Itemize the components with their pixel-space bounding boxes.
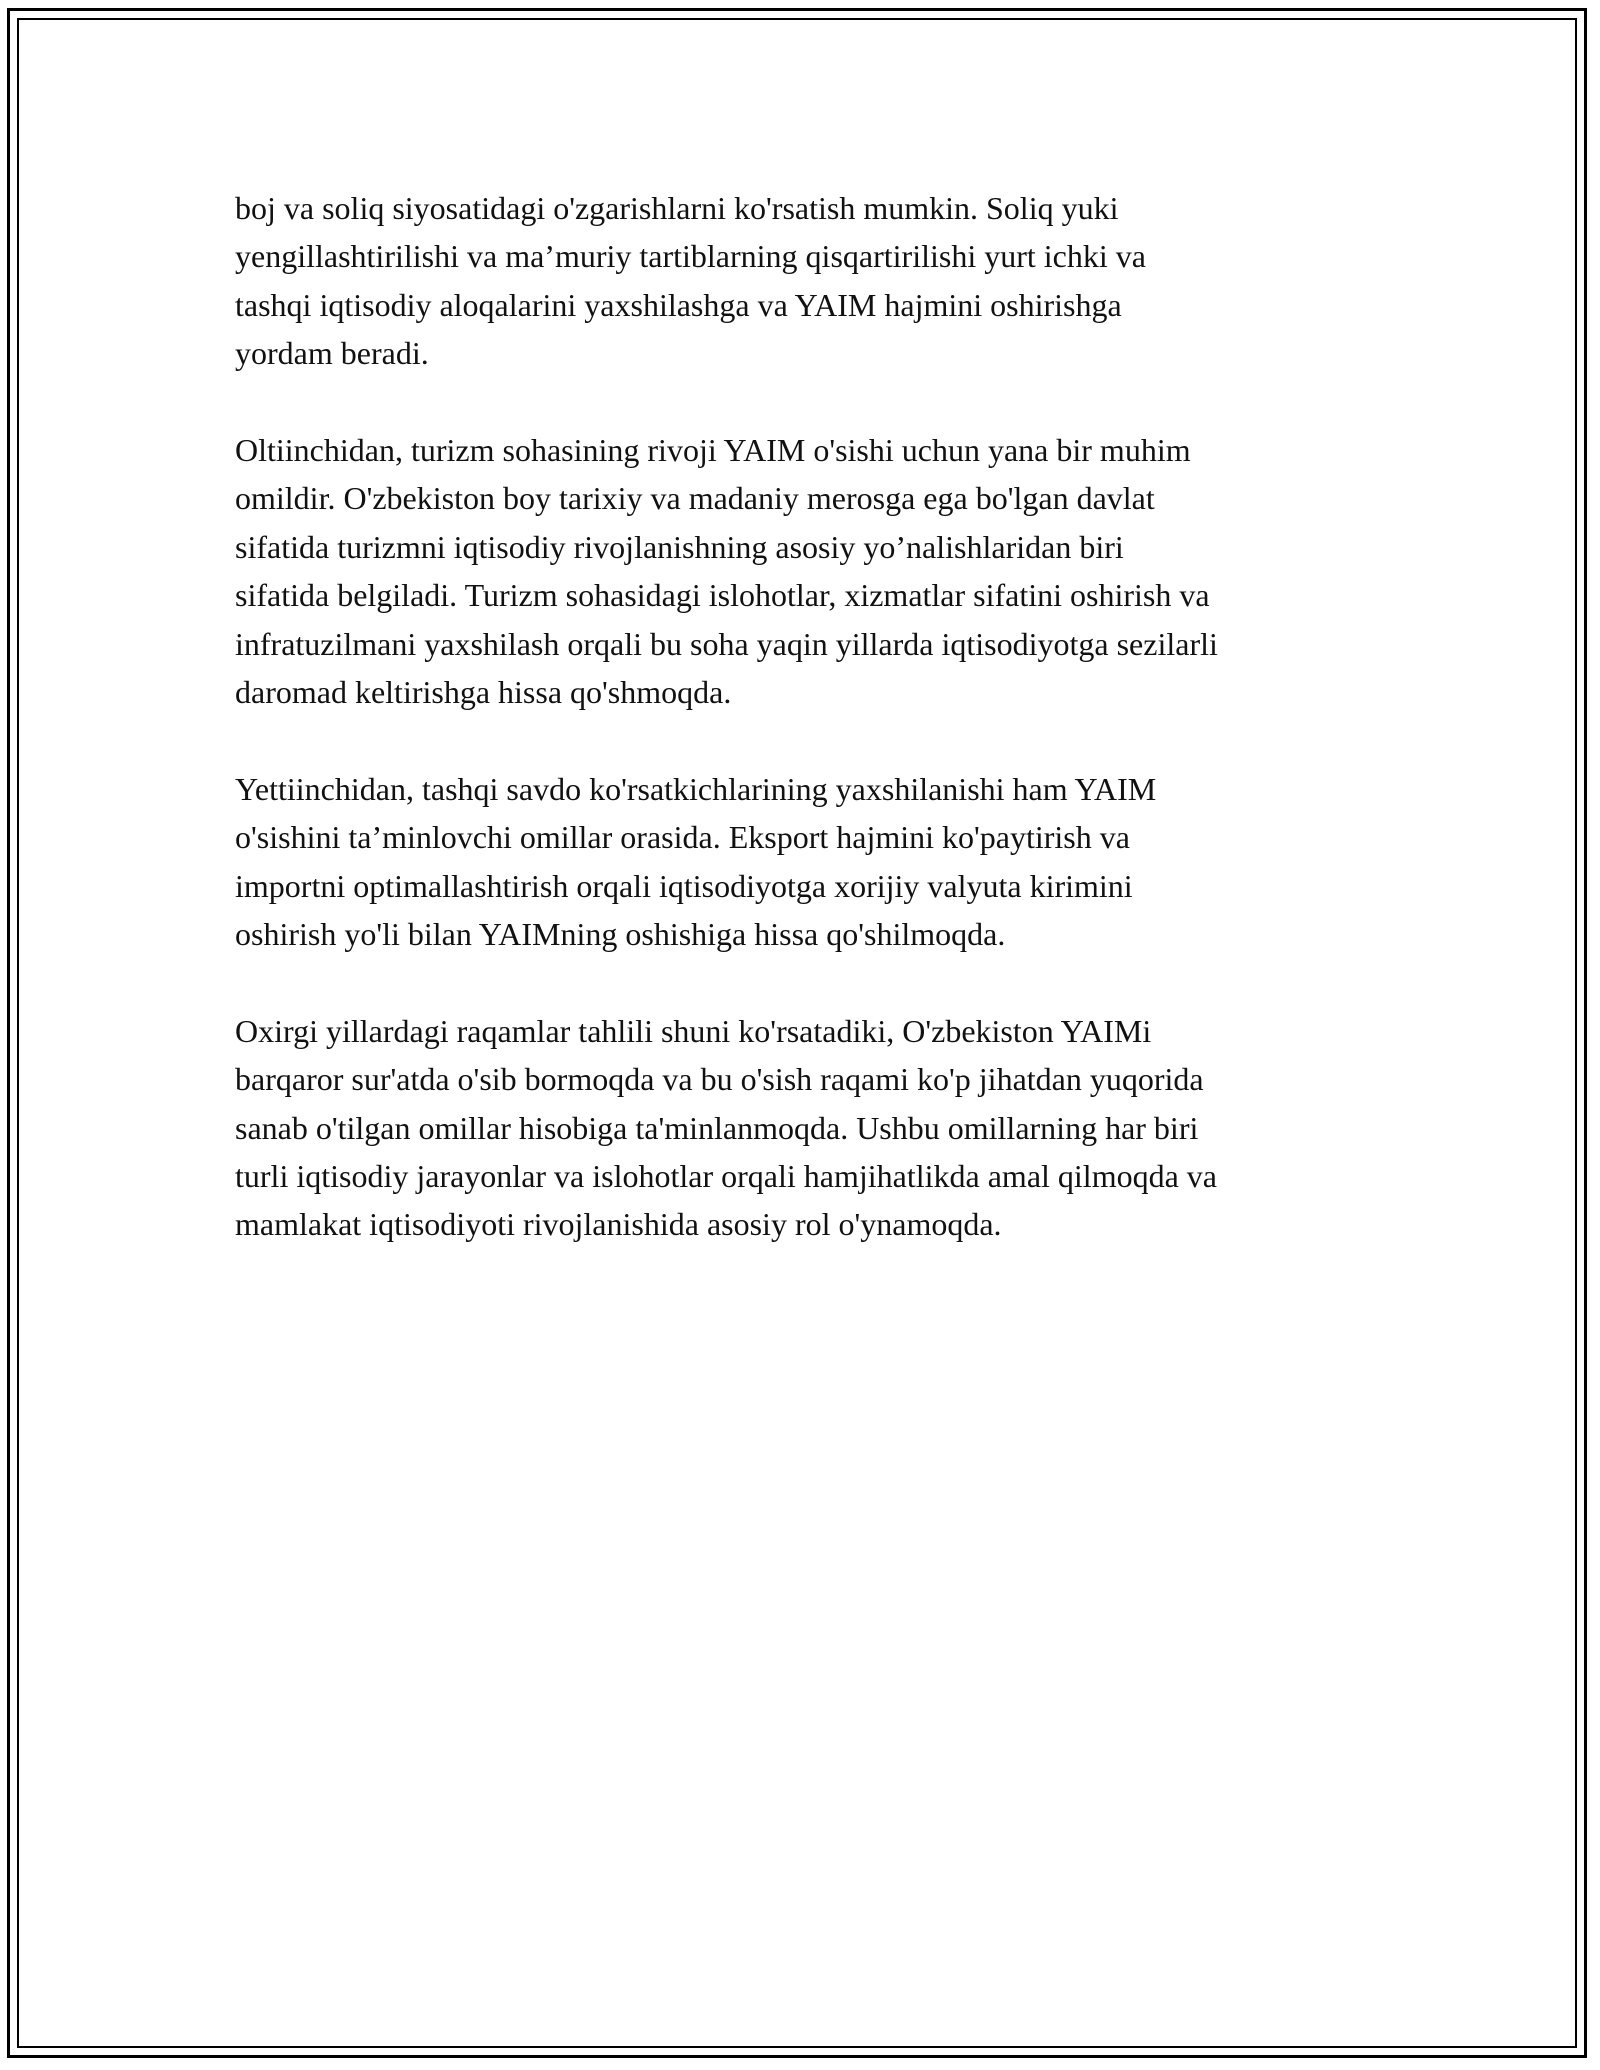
paragraph-line: Oxirgi yillardagi raqamlar tahlili shuni ko'rsatadiki, O'zbekiston YAIMi	[235, 1012, 1152, 1049]
paragraph-line: turli iqtisodiy jarayonlar va islohotlar orqali hamjihatlikda amal qilmoqda va	[235, 1158, 1217, 1195]
paragraph-tax-policy	[235, 184, 1375, 378]
paragraph-spacer	[235, 716, 1375, 764]
paragraph-line: yengillashtirilishi va ma’muriy tartiblarning qisqartirilishi yurt ichki va	[235, 238, 1146, 275]
paragraph-line: mamlakat iqtisodiyoti rivojlanishida asosiy rol o'ynamoqda.	[235, 1206, 1002, 1243]
paragraph-line: o'sishini ta’minlovchi omillar orasida. Eksport hajmini ko'paytirish va	[235, 819, 1130, 856]
paragraph-line: daromad keltirishga hissa qo'shmoqda.	[235, 674, 732, 711]
paragraph-line: sanab o'tilgan omillar hisobiga ta'minlanmoqda. Ushbu omillarning har biri	[235, 1109, 1199, 1146]
paragraph-line: sifatida turizmni iqtisodiy rivojlanishning asosiy yo’nalishlaridan biri	[235, 528, 1124, 565]
paragraph-spacer	[235, 958, 1375, 1006]
paragraph-line: barqaror sur'atda o'sib bormoqda va bu o'sish raqami ko'p jihatdan yuqorida	[235, 1061, 1204, 1098]
paragraph-line: yordam beradi.	[235, 335, 429, 372]
paragraph-line: oshirish yo'li bilan YAIMning oshishiga hissa qo'shilmoqda.	[235, 916, 1006, 953]
paragraph-line: Yettiinchidan, tashqi savdo ko'rsatkichlarining yaxshilanishi ham YAIM	[235, 770, 1157, 807]
paragraph-line: infratuzilmani yaxshilash orqali bu soha yaqin yillarda iqtisodiyotga sezilarli	[235, 625, 1218, 662]
paragraph-line: sifatida belgiladi. Turizm sohasidagi islohotlar, xizmatlar sifatini oshirish va	[235, 577, 1210, 614]
paragraph-spacer	[235, 378, 1375, 426]
paragraph-line: boj va soliq siyosatidagi o'zgarishlarni ko'rsatish mumkin. Soliq yuki	[235, 190, 1119, 226]
paragraph-line: Oltiinchidan, turizm sohasining rivoji YAIM o'sishi uchun yana bir muhim	[235, 432, 1191, 469]
paragraph-foreign-trade	[235, 765, 1375, 959]
paragraph-conclusion	[235, 1007, 1375, 1249]
paragraph-line: tashqi iqtisodiy aloqalarini yaxshilashga va YAIM hajmini oshirishga	[235, 286, 1122, 323]
paragraph-tourism	[235, 426, 1375, 716]
page-content	[235, 184, 1375, 1249]
paragraph-line: omildir. O'zbekiston boy tarixiy va madaniy merosga ega bo'lgan davlat	[235, 480, 1155, 517]
paragraph-line: importni optimallashtirish orqali iqtisodiyotga xorijiy valyuta kirimini	[235, 867, 1133, 904]
